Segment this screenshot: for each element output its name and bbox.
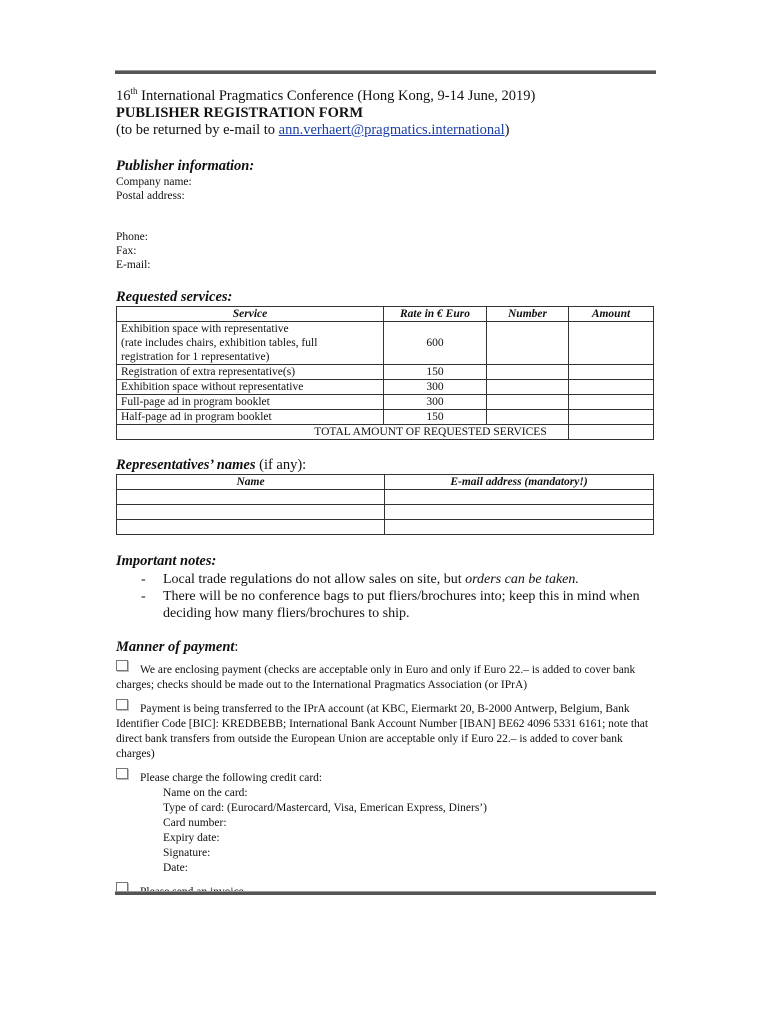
- fax-label: Fax:: [116, 245, 137, 257]
- amount-cell[interactable]: [569, 365, 654, 380]
- name-cell[interactable]: [117, 520, 385, 535]
- table-row: [117, 520, 654, 535]
- total-row: [117, 425, 654, 440]
- card-field-signature: Signature:: [163, 847, 211, 859]
- table-row: [117, 410, 654, 425]
- rate-cell: 300: [384, 380, 487, 395]
- checkbox-icon[interactable]: [116, 699, 128, 710]
- rate-cell: 300: [384, 395, 487, 410]
- notes-heading: Important notes:: [116, 553, 217, 569]
- card-field-date: Date:: [163, 862, 188, 874]
- list-item: - Local trade regulations do not allow sales on site, but orders can be taken.: [141, 572, 579, 587]
- service-cell: Half-page ad in program booklet: [117, 410, 384, 425]
- payment-heading: Manner of payment:: [116, 639, 239, 655]
- bottom-rule: [115, 891, 656, 895]
- conference-title: 16th International Pragmatics Conference (Hong Kong, 9-14 June, 2019): [116, 86, 536, 104]
- phone-label: Phone:: [116, 231, 148, 243]
- rate-cell: 150: [384, 410, 487, 425]
- payment-option-card: Please charge the following credit card:: [116, 768, 656, 786]
- notes-list: [116, 571, 656, 622]
- table-row: [117, 365, 654, 380]
- col-email: E-mail address (mandatory!): [385, 475, 654, 490]
- table-row: [117, 395, 654, 410]
- table-row: [117, 490, 654, 505]
- card-field-number: Card number:: [163, 817, 227, 829]
- checkbox-icon[interactable]: [116, 768, 128, 779]
- card-field-name: Name on the card:: [163, 787, 248, 799]
- checkbox-icon[interactable]: [116, 660, 128, 671]
- number-cell[interactable]: [487, 365, 569, 380]
- table-row: [117, 322, 654, 365]
- representatives-table: [116, 474, 654, 535]
- payment-option-check: We are enclosing payment (checks are acceptable only in Euro and only if Euro 22.– is added to cover bank charges; checks should be made out to the International Pragmatics Association (or IPrA): [116, 660, 656, 693]
- representatives-heading: Representatives’ names (if any):: [116, 457, 307, 473]
- rate-cell: 150: [384, 365, 487, 380]
- list-item: - There will be no conference bags to put fliers/brochures into; keep this in mind when deciding how many fliers/brochures to ship.: [141, 589, 640, 621]
- number-cell[interactable]: [487, 395, 569, 410]
- email-label: E-mail:: [116, 259, 151, 271]
- card-field-expiry: Expiry date:: [163, 832, 220, 844]
- number-cell[interactable]: [487, 410, 569, 425]
- amount-cell[interactable]: [569, 410, 654, 425]
- col-service: Service: [117, 307, 384, 322]
- col-amount: Amount: [569, 307, 654, 322]
- amount-cell[interactable]: [569, 322, 654, 365]
- card-field-type: Type of card: (Eurocard/Mastercard, Visa, Emerican Express, Diners’): [163, 802, 487, 814]
- form-page: [116, 88, 656, 900]
- publisher-heading: Publisher information:: [116, 158, 255, 174]
- email-cell[interactable]: [385, 490, 654, 505]
- postal-address-label: Postal address:: [116, 190, 185, 202]
- form-title: PUBLISHER REGISTRATION FORM: [116, 105, 364, 121]
- return-instructions: (to be returned by e-mail to ann.verhaert@pragmatics.international): [116, 122, 510, 138]
- payment-option-transfer: Payment is being transferred to the IPrA account (at KBC, Eiermarkt 20, B-2000 Antwerp, Belgium, Bank Identifier Code [BIC]: KREDBEBB; International Bank Account Number [IBAN] BE62 4096 5331 6161; note that direct bank transfers from outside the European Union are acceptable only if Euro 22.– is added to cover bank charges): [116, 699, 656, 762]
- number-cell[interactable]: [487, 380, 569, 395]
- col-number: Number: [487, 307, 569, 322]
- col-rate: Rate in € Euro: [384, 307, 487, 322]
- table-row: [117, 505, 654, 520]
- services-table: [116, 306, 654, 440]
- total-label: TOTAL AMOUNT OF REQUESTED SERVICES: [117, 425, 569, 440]
- email-cell[interactable]: [385, 520, 654, 535]
- email-cell[interactable]: [385, 505, 654, 520]
- services-header-row: [117, 307, 654, 322]
- table-row: [117, 380, 654, 395]
- name-cell[interactable]: [117, 490, 385, 505]
- service-cell: Exhibition space without representative: [117, 380, 384, 395]
- service-cell: Registration of extra representative(s): [117, 365, 384, 380]
- company-name-label: Company name:: [116, 176, 192, 188]
- number-cell[interactable]: [487, 322, 569, 365]
- amount-cell[interactable]: [569, 395, 654, 410]
- service-cell: Exhibition space with representative (rate includes chairs, exhibition tables, full registration for 1 representative): [117, 322, 384, 365]
- top-rule: [115, 70, 656, 74]
- amount-cell[interactable]: [569, 380, 654, 395]
- contact-email-link[interactable]: ann.verhaert@pragmatics.international: [278, 122, 505, 138]
- col-name: Name: [117, 475, 385, 490]
- name-cell[interactable]: [117, 505, 385, 520]
- total-amount-cell[interactable]: [569, 425, 654, 440]
- services-heading: Requested services:: [116, 289, 233, 305]
- service-cell: Full-page ad in program booklet: [117, 395, 384, 410]
- rate-cell: 600: [384, 322, 487, 365]
- representatives-header-row: [117, 475, 654, 490]
